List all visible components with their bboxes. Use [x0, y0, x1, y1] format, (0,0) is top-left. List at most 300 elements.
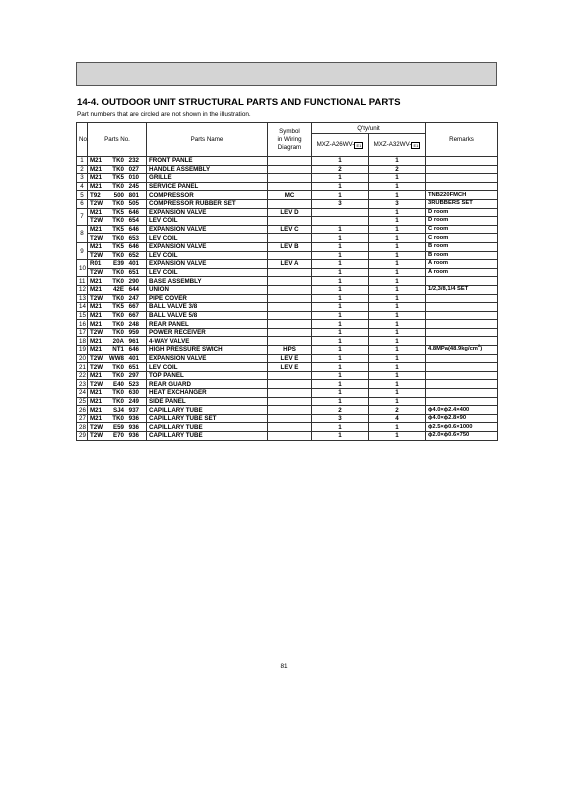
cell-no: 2	[77, 165, 88, 174]
cell-no: 1	[77, 157, 88, 166]
parts-no-segment: 247	[128, 294, 139, 302]
cell-symbol	[268, 199, 312, 208]
remarks-text: D room	[428, 208, 449, 215]
cell-parts-no	[88, 320, 147, 329]
cell-qty-b: 1	[369, 432, 426, 441]
parts-no-segment: 646	[128, 226, 139, 234]
parts-no-segment: M21	[90, 303, 103, 311]
cell-parts-no	[88, 242, 147, 251]
parts-no-segment: T2W	[90, 200, 104, 208]
cell-remarks	[426, 182, 498, 191]
parts-no-segment: 297	[128, 372, 139, 380]
cell-remarks	[426, 277, 498, 286]
cell-remarks	[426, 217, 498, 226]
remarks-text: D room	[428, 217, 449, 224]
cell-no: 16	[77, 320, 88, 329]
cell-no: 7	[77, 208, 88, 225]
cell-qty-b: 1	[369, 157, 426, 166]
header-model-a-label: MXZ-A26WV-	[316, 141, 355, 148]
cell-parts-name: HEAT EXCHANGER	[147, 389, 268, 398]
parts-no-segment: M21	[90, 286, 103, 294]
parts-no-segment: 646	[128, 346, 139, 354]
parts-no-segment: 232	[128, 157, 139, 165]
cell-parts-no	[88, 432, 147, 441]
parts-no-segment: M21	[90, 174, 103, 182]
parts-no-segment: M21	[90, 406, 103, 414]
page-subtitle: Part numbers that are circled are not shown in the illustration.	[77, 111, 251, 118]
remarks-text: ϕ2.5×ϕ0.6×1000	[428, 423, 473, 430]
remarks-text: ϕ2.0×ϕ0.6×750	[428, 432, 470, 439]
table-row	[77, 406, 498, 415]
cell-symbol: MC	[268, 191, 312, 200]
cell-remarks	[426, 225, 498, 234]
parts-no-segment: T92	[90, 191, 101, 199]
cell-qty-a: 1	[312, 157, 369, 166]
cell-symbol	[268, 174, 312, 183]
cell-qty-a: 1	[312, 285, 369, 294]
cell-symbol	[268, 251, 312, 260]
parts-no-segment: TK0	[112, 320, 124, 328]
cell-qty-b: 1	[369, 277, 426, 286]
parts-no-segment: 401	[128, 354, 139, 362]
cell-qty-a: 1	[312, 337, 369, 346]
cell-symbol	[268, 217, 312, 226]
cell-remarks	[426, 354, 498, 363]
parts-no-segment: M21	[90, 243, 103, 251]
parts-no-segment: M21	[90, 389, 103, 397]
remarks-text: TNB220FMCH	[428, 191, 467, 198]
cell-parts-no	[88, 380, 147, 389]
cell-no: 26	[77, 406, 88, 415]
table-row	[77, 251, 498, 260]
parts-no-segment: M21	[90, 337, 103, 345]
cell-no: 6	[77, 199, 88, 208]
parts-no-segment: TK5	[112, 226, 124, 234]
cell-qty-a: 1	[312, 174, 369, 183]
cell-parts-no	[88, 182, 147, 191]
table-row	[77, 165, 498, 174]
remarks-text: C room	[428, 234, 449, 241]
parts-no-segment: 936	[128, 415, 139, 423]
cell-parts-no	[88, 225, 147, 234]
cell-remarks	[426, 268, 498, 277]
parts-no-segment: 500	[113, 191, 124, 199]
cell-qty-a: 1	[312, 423, 369, 432]
cell-parts-no	[88, 363, 147, 372]
table-row	[77, 311, 498, 320]
cell-remarks	[426, 208, 498, 217]
parts-no-segment: M21	[90, 277, 103, 285]
parts-no-segment: M21	[90, 311, 103, 319]
parts-no-segment: M21	[90, 346, 103, 354]
cell-parts-no	[88, 354, 147, 363]
parts-no-segment: 959	[128, 329, 139, 337]
cell-remarks	[426, 320, 498, 329]
cell-symbol	[268, 337, 312, 346]
cell-parts-name: 4-WAY VALVE	[147, 337, 268, 346]
cell-symbol	[268, 320, 312, 329]
cell-parts-no	[88, 294, 147, 303]
table-row	[77, 423, 498, 432]
parts-no-segment: SJ4	[112, 406, 124, 414]
cell-parts-name: CAPILLARY TUBE SET	[147, 414, 268, 423]
cell-remarks	[426, 191, 498, 200]
cell-parts-no	[88, 174, 147, 183]
parts-no-segment: NT1	[112, 346, 124, 354]
cell-parts-name: COMPRESSOR RUBBER SET	[147, 199, 268, 208]
cell-parts-no	[88, 311, 147, 320]
cell-qty-b: 1	[369, 217, 426, 226]
cell-parts-name: EXPANSION VALVE	[147, 242, 268, 251]
cell-parts-name: CAPILLARY TUBE	[147, 406, 268, 415]
table-row	[77, 182, 498, 191]
parts-no-segment: T2W	[90, 423, 104, 431]
cell-qty-a: 1	[312, 225, 369, 234]
table-row	[77, 199, 498, 208]
cell-parts-no	[88, 191, 147, 200]
header-remarks: Remarks	[426, 123, 498, 157]
cell-remarks	[426, 343, 498, 355]
cell-qty-a: 1	[312, 320, 369, 329]
cell-qty-a: 1	[312, 234, 369, 243]
cell-qty-a: 1	[312, 182, 369, 191]
parts-no-segment: TK0	[112, 372, 124, 380]
parts-no-segment: TK5	[112, 174, 124, 182]
cell-symbol: LEV D	[268, 208, 312, 217]
cell-parts-no	[88, 208, 147, 217]
cell-parts-no	[88, 303, 147, 312]
parts-no-segment: T2W	[90, 363, 104, 371]
cell-remarks	[426, 174, 498, 183]
cell-qty-a: 1	[312, 371, 369, 380]
remarks-text: A room	[428, 260, 449, 267]
model-a-suffix-box: E1	[354, 142, 363, 149]
parts-no-segment: T2W	[90, 234, 104, 242]
cell-qty-b: 1	[369, 311, 426, 320]
parts-no-segment: TK0	[112, 363, 124, 371]
cell-qty-a: 1	[312, 363, 369, 372]
header-model-a	[312, 134, 369, 157]
cell-parts-no	[88, 268, 147, 277]
parts-no-segment: 401	[128, 260, 139, 268]
cell-no: 12	[77, 285, 88, 294]
parts-no-segment: T2W	[90, 329, 104, 337]
parts-no-segment: R01	[90, 260, 102, 268]
cell-symbol	[268, 423, 312, 432]
parts-no-segment: 937	[128, 406, 139, 414]
parts-no-segment: 936	[128, 432, 139, 440]
cell-parts-no	[88, 199, 147, 208]
cell-qty-b: 1	[369, 285, 426, 294]
parts-no-segment: M21	[90, 226, 103, 234]
parts-no-segment: 249	[128, 397, 139, 405]
cell-parts-name: LEV COIL	[147, 251, 268, 260]
cell-qty-a: 1	[312, 346, 369, 355]
parts-no-segment: M21	[90, 415, 103, 423]
cell-symbol	[268, 432, 312, 441]
cell-parts-no	[88, 389, 147, 398]
cell-symbol	[268, 157, 312, 166]
cell-qty-b: 1	[369, 225, 426, 234]
cell-qty-a: 1	[312, 294, 369, 303]
cell-symbol	[268, 311, 312, 320]
cell-qty-a	[312, 208, 369, 217]
cell-symbol	[268, 371, 312, 380]
cell-symbol	[268, 294, 312, 303]
cell-remarks	[426, 414, 498, 423]
cell-symbol	[268, 268, 312, 277]
table-row	[77, 277, 498, 286]
parts-no-segment: E70	[112, 432, 124, 440]
parts-no-segment: TK0	[112, 415, 124, 423]
cell-parts-name: REAR GUARD	[147, 380, 268, 389]
cell-parts-name: BALL VALVE 3/8	[147, 303, 268, 312]
parts-no-segment: TK0	[112, 183, 124, 191]
cell-parts-name: BASE ASSEMBLY	[147, 277, 268, 286]
cell-qty-a: 1	[312, 380, 369, 389]
cell-no: 25	[77, 397, 88, 406]
cell-qty-a: 3	[312, 199, 369, 208]
parts-no-segment: 523	[128, 380, 139, 388]
cell-symbol	[268, 328, 312, 337]
cell-parts-name: HANDLE ASSEMBLY	[147, 165, 268, 174]
cell-no: 5	[77, 191, 88, 200]
table-row	[77, 242, 498, 251]
cell-symbol	[268, 285, 312, 294]
header-symbol-line1: Symbol	[279, 127, 300, 135]
parts-no-segment: M21	[90, 183, 103, 191]
cell-qty-a: 1	[312, 242, 369, 251]
cell-symbol	[268, 277, 312, 286]
table-row	[77, 174, 498, 183]
cell-qty-a: 3	[312, 414, 369, 423]
parts-no-segment: T2W	[90, 269, 104, 277]
cell-no: 28	[77, 423, 88, 432]
table-row	[77, 217, 498, 226]
parts-no-segment: 027	[128, 165, 139, 173]
cell-parts-name: CAPILLARY TUBE	[147, 423, 268, 432]
cell-symbol	[268, 234, 312, 243]
cell-parts-name: CAPILLARY TUBE	[147, 432, 268, 441]
cell-no: 14	[77, 303, 88, 312]
parts-no-segment: TK5	[112, 208, 124, 216]
parts-no-segment: M21	[90, 157, 103, 165]
cell-remarks	[426, 251, 498, 260]
header-model-b-label: MXZ-A32WV-	[373, 141, 412, 148]
header-model-b	[369, 134, 426, 157]
cell-qty-b: 1	[369, 268, 426, 277]
parts-no-segment: 652	[128, 251, 139, 259]
cell-remarks	[426, 294, 498, 303]
parts-no-segment: TK5	[112, 243, 124, 251]
cell-qty-b: 2	[369, 165, 426, 174]
cell-no: 13	[77, 294, 88, 303]
table-row	[77, 380, 498, 389]
section-header-bar	[76, 62, 497, 86]
table-row	[77, 337, 498, 346]
parts-no-segment: 010	[128, 174, 139, 182]
remarks-text: B room	[428, 243, 449, 250]
parts-no-segment: 42E	[112, 286, 124, 294]
cell-remarks	[426, 285, 498, 294]
cell-remarks	[426, 380, 498, 389]
cell-qty-a: 1	[312, 311, 369, 320]
parts-no-segment: 801	[128, 191, 139, 199]
cell-qty-b: 3	[369, 199, 426, 208]
cell-qty-b: 1	[369, 294, 426, 303]
cell-qty-b: 1	[369, 363, 426, 372]
cell-symbol	[268, 414, 312, 423]
parts-no-segment: 654	[128, 217, 139, 225]
cell-parts-name: TOP PANEL	[147, 371, 268, 380]
parts-no-segment: E59	[112, 423, 124, 431]
cell-parts-no	[88, 328, 147, 337]
parts-no-segment: T2W	[90, 294, 104, 302]
cell-no: 15	[77, 311, 88, 320]
cell-qty-b: 1	[369, 346, 426, 355]
cell-parts-name: EXPANSION VALVE	[147, 208, 268, 217]
cell-remarks	[426, 328, 498, 337]
parts-no-segment: T2W	[90, 354, 104, 362]
parts-no-segment: TK5	[112, 303, 124, 311]
remarks-text: C room	[428, 226, 449, 233]
cell-qty-b: 1	[369, 303, 426, 312]
parts-no-segment: 248	[128, 320, 139, 328]
cell-parts-name: SERVICE PANEL	[147, 182, 268, 191]
cell-symbol	[268, 303, 312, 312]
remarks-text: B room	[428, 251, 449, 258]
cell-parts-name: LEV COIL	[147, 268, 268, 277]
cell-parts-no	[88, 397, 147, 406]
cell-qty-a: 1	[312, 389, 369, 398]
cell-remarks	[426, 157, 498, 166]
cell-qty-a: 1	[312, 354, 369, 363]
cell-parts-name: EXPANSION VALVE	[147, 225, 268, 234]
remarks-text: 1/2,3/8,1/4 SET	[428, 286, 469, 293]
cell-remarks	[426, 303, 498, 312]
cell-qty-a: 1	[312, 432, 369, 441]
cell-remarks	[426, 363, 498, 372]
cell-no: 20	[77, 354, 88, 363]
cell-qty-a: 1	[312, 397, 369, 406]
cell-no: 10	[77, 260, 88, 277]
header-no: No.	[77, 123, 88, 157]
parts-no-segment: TK0	[112, 157, 124, 165]
table-row	[77, 389, 498, 398]
header-parts-no: Parts No.	[88, 123, 147, 157]
parts-no-segment: 290	[128, 277, 139, 285]
table-row	[77, 234, 498, 243]
parts-no-segment: TK0	[112, 234, 124, 242]
table-row	[77, 432, 498, 441]
header-qty: Q'ty/unit	[312, 123, 426, 134]
table-row	[77, 191, 498, 200]
cell-qty-b: 2	[369, 406, 426, 415]
cell-symbol: HPS	[268, 346, 312, 355]
cell-parts-no	[88, 337, 147, 346]
cell-parts-name: POWER RECEIVER	[147, 328, 268, 337]
cell-qty-b: 1	[369, 182, 426, 191]
cell-parts-name: LEV COIL	[147, 363, 268, 372]
remarks-text: 3RUBBERS SET	[428, 200, 473, 207]
cell-remarks	[426, 260, 498, 269]
table-row	[77, 363, 498, 372]
cell-qty-b: 1	[369, 423, 426, 432]
cell-parts-name: LEV COIL	[147, 234, 268, 243]
table-row	[77, 397, 498, 406]
parts-no-segment: 667	[128, 311, 139, 319]
cell-remarks	[426, 337, 498, 349]
parts-no-segment: 644	[128, 286, 139, 294]
parts-no-segment: TK0	[112, 389, 124, 397]
parts-no-segment: M21	[90, 208, 103, 216]
cell-no: 3	[77, 174, 88, 183]
cell-parts-no	[88, 165, 147, 174]
header-parts-name: Parts Name	[147, 123, 268, 157]
cell-qty-a: 1	[312, 303, 369, 312]
cell-parts-no	[88, 371, 147, 380]
cell-parts-name: UNION	[147, 285, 268, 294]
remarks-text: ϕ4.0×ϕ2.8×90	[428, 415, 467, 422]
cell-symbol	[268, 380, 312, 389]
cell-qty-b: 1	[369, 251, 426, 260]
cell-qty-b: 1	[369, 389, 426, 398]
cell-remarks	[426, 406, 498, 415]
cell-parts-name: GRILLE	[147, 174, 268, 183]
cell-qty-a	[312, 217, 369, 226]
cell-no: 29	[77, 432, 88, 441]
parts-no-segment: M21	[90, 397, 103, 405]
parts-no-segment: M21	[90, 320, 103, 328]
cell-qty-b: 4	[369, 414, 426, 423]
cell-qty-a: 2	[312, 165, 369, 174]
table-row	[77, 371, 498, 380]
header-symbol	[268, 123, 312, 157]
cell-parts-no	[88, 277, 147, 286]
cell-no: 8	[77, 225, 88, 242]
cell-symbol: LEV E	[268, 363, 312, 372]
cell-parts-name: LEV COIL	[147, 217, 268, 226]
parts-no-segment: T2W	[90, 217, 104, 225]
cell-symbol	[268, 397, 312, 406]
cell-qty-a: 1	[312, 260, 369, 269]
remarks-text: ϕ4.0×ϕ2.4×400	[428, 406, 470, 413]
parts-no-segment: 667	[128, 303, 139, 311]
cell-symbol	[268, 406, 312, 415]
cell-parts-name: PIPE COVER	[147, 294, 268, 303]
table-row	[77, 346, 498, 355]
parts-no-segment: TK0	[112, 165, 124, 173]
cell-parts-name: EXPANSION VALVE	[147, 354, 268, 363]
cell-qty-b: 1	[369, 242, 426, 251]
cell-qty-b: 1	[369, 397, 426, 406]
cell-qty-a: 1	[312, 277, 369, 286]
cell-no: 27	[77, 414, 88, 423]
parts-no-segment: 630	[128, 389, 139, 397]
parts-table	[76, 122, 498, 441]
parts-no-segment: M21	[90, 372, 103, 380]
cell-symbol	[268, 389, 312, 398]
parts-no-segment: TK0	[112, 251, 124, 259]
parts-no-segment: M21	[90, 165, 103, 173]
header-symbol-line3: Diagram	[277, 143, 302, 151]
cell-qty-b: 1	[369, 380, 426, 389]
cell-no: 9	[77, 242, 88, 259]
table-row	[77, 320, 498, 329]
parts-no-segment: 646	[128, 243, 139, 251]
cell-no: 19	[77, 346, 88, 355]
parts-no-segment: 646	[128, 208, 139, 216]
